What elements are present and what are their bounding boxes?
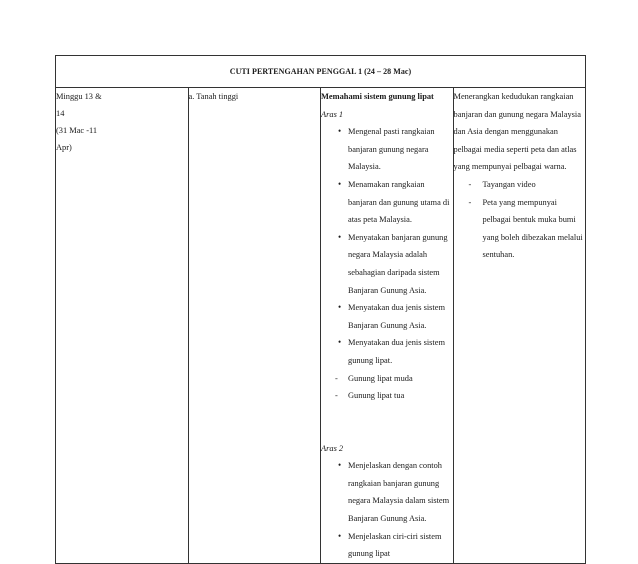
subtopic-label: a. Tanah tinggi <box>188 92 239 101</box>
level-1-bullets <box>321 123 453 405</box>
header-row <box>56 56 586 88</box>
content-row <box>56 88 586 564</box>
week-line: 14 <box>56 109 65 118</box>
holiday-title: CUTI PERTENGAHAN PENGGAL 1 (24 – 28 Mac) <box>229 67 412 76</box>
activity-items <box>454 176 586 264</box>
learning-standard-cell <box>321 88 454 564</box>
header-cell <box>56 56 586 88</box>
list-item: - Gunung lipat muda <box>321 370 453 388</box>
list-item: - Tayangan video <box>454 176 586 194</box>
level-1-label: Aras 1 <box>321 109 344 119</box>
level-2-bullets <box>321 457 453 563</box>
list-item: • Mengenal pasti rangkaian banjaran gunung negara Malaysia. <box>321 123 453 176</box>
week-line: Minggu 13 & <box>56 92 102 101</box>
list-item: • Menamakan rangkaian banjaran dan gunung utama di atas peta Malaysia. <box>321 176 453 229</box>
list-item: • Menyatakan banjaran gunung negara Malaysia adalah sebahagian daripada sistem Banjaran Gunung Asia. <box>321 229 453 299</box>
spacer <box>321 405 453 440</box>
list-item: • Menjelaskan ciri-ciri sistem gunung lipat <box>321 528 453 563</box>
subtopic-cell <box>188 88 321 564</box>
activity-cell <box>453 88 586 564</box>
activity-intro: Menerangkan kedudukan rangkaian banjaran dan gunung negara Malaysia dan Asia dengan menggunakan pelbagai media seperti peta dan atlas yang mempunyai pelbagai warna. <box>453 92 581 172</box>
list-item: - Peta yang mempunyai pelbagai bentuk muka bumi yang boleh dibezakan melalui sentuhan. <box>454 194 586 264</box>
topic-title: Memahami sistem gunung lipat <box>321 92 434 101</box>
lesson-plan-table <box>55 55 586 564</box>
level-2-label: Aras 2 <box>321 443 344 453</box>
week-cell <box>56 88 189 564</box>
week-line: Apr) <box>56 143 72 152</box>
list-item: • Menjelaskan dengan contoh rangkaian banjaran gunung negara Malaysia dalam sistem Banjaran Gunung Asia. <box>321 457 453 527</box>
list-item: • Menyatakan dua jenis sistem gunung lipat. <box>321 334 453 369</box>
week-line: (31 Mac -11 <box>56 126 98 135</box>
list-item: • Menyatakan dua jenis sistem Banjaran Gunung Asia. <box>321 299 453 334</box>
list-item: - Gunung lipat tua <box>321 387 453 405</box>
